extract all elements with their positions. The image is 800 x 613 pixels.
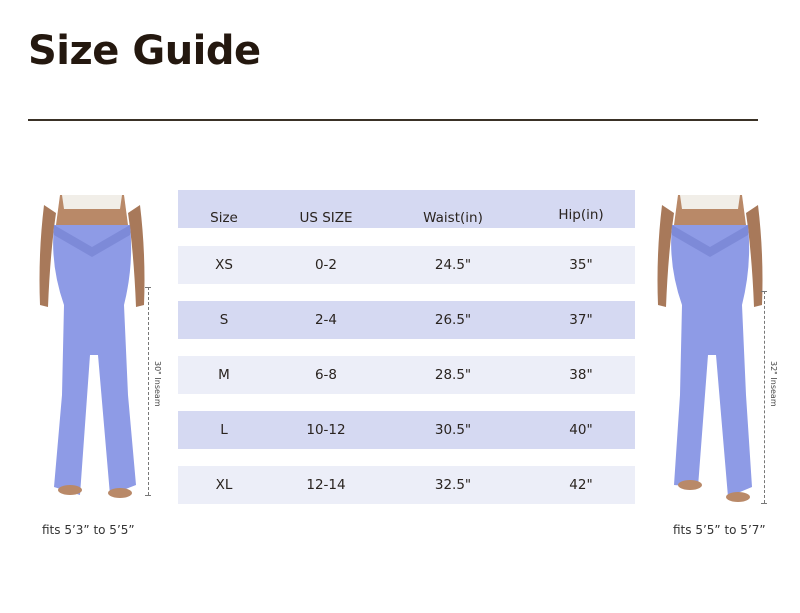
cell-size: L (220, 422, 228, 438)
cell-hip: 38" (569, 367, 593, 383)
cell-waist: 26.5" (434, 312, 472, 328)
page-title: Size Guide (28, 28, 261, 74)
cell-size: S (219, 312, 229, 328)
model-photo-right (650, 195, 780, 515)
table-header-row (178, 190, 635, 228)
cell-us-size: 2-4 (314, 312, 338, 328)
inseam-measure-line (764, 291, 765, 503)
model-photo-left (32, 195, 162, 515)
table-row (178, 411, 635, 449)
cell-us-size: 10-12 (306, 422, 346, 438)
cell-us-size: 6-8 (314, 367, 338, 383)
cell-waist: 32.5" (434, 477, 472, 493)
model-left-figure (32, 195, 162, 515)
cell-waist: 30.5" (434, 422, 472, 438)
header-hip: Hip(in) (558, 207, 604, 223)
table-row (178, 356, 635, 394)
cell-waist: 24.5" (434, 257, 472, 273)
cell-size: XL (215, 477, 233, 493)
model-right-figure (650, 195, 780, 515)
inseam-measure-line (148, 287, 149, 495)
cell-us-size: 12-14 (306, 477, 346, 493)
table-row (178, 301, 635, 339)
fit-caption-left: fits 5’3” to 5’5” (42, 523, 135, 537)
inseam-label-left: 30" Inseam (153, 361, 162, 407)
title-divider (28, 119, 758, 121)
inseam-tick-bottom (761, 503, 767, 504)
cell-hip: 42" (569, 477, 593, 493)
header-size: Size (210, 210, 238, 226)
cell-hip: 35" (569, 257, 593, 273)
cell-us-size: 0-2 (314, 257, 338, 273)
header-waist: Waist(in) (423, 210, 483, 226)
inseam-label-right: 32" Inseam (769, 361, 778, 407)
cell-size: XS (215, 257, 233, 273)
cell-hip: 37" (569, 312, 593, 328)
fit-caption-right: fits 5’5” to 5’7” (673, 523, 766, 537)
table-row (178, 466, 635, 504)
cell-size: M (218, 367, 230, 383)
inseam-tick-bottom (145, 495, 151, 496)
inseam-tick-top (145, 287, 151, 288)
table-row (178, 246, 635, 284)
cell-waist: 28.5" (434, 367, 472, 383)
header-us-size: US SIZE (299, 210, 353, 226)
inseam-tick-top (761, 291, 767, 292)
cell-hip: 40" (569, 422, 593, 438)
